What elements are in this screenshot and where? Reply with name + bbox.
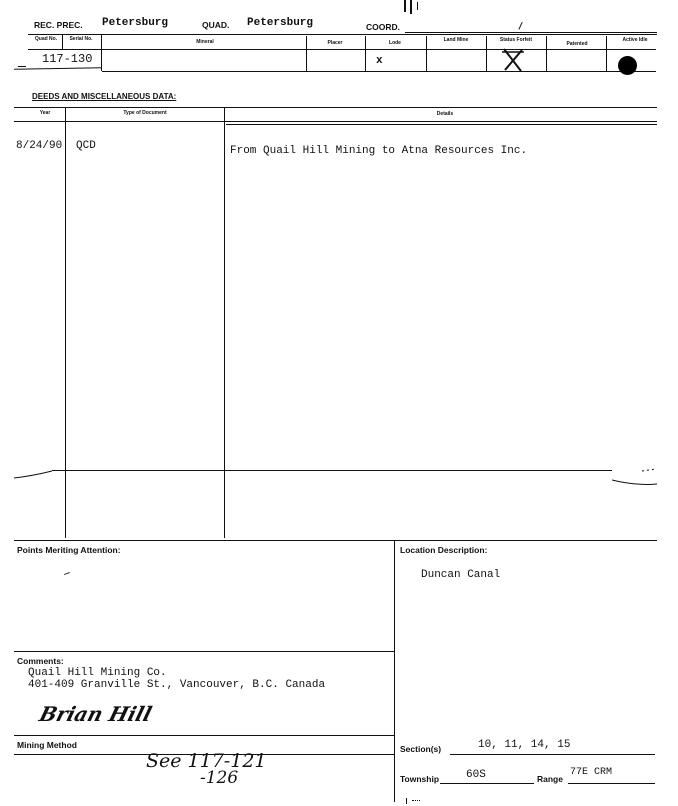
col-active-idle: Active Idle [622,37,648,43]
header-col-div-7 [546,36,547,71]
serial-value: 117-130 [42,52,93,66]
quad-value: Petersburg [247,17,314,29]
deeds-header-bottom-2 [226,124,657,125]
township-underline [440,783,534,784]
header-col-div-5 [426,36,427,71]
mining-method-top-line [14,735,395,736]
comments-line-1: Quail Hill Mining Co. [28,667,167,679]
header-col-div-1 [62,34,63,50]
mining-method-label: Mining Method [17,740,77,750]
range-label: Range [537,774,563,784]
header-table-bottom [102,71,656,72]
deeds-header-top [14,107,657,108]
rec-prec-value: Petersburg [102,17,169,29]
header-table-bottom-left [14,67,102,70]
deeds-crease-curves [12,466,662,496]
bottom-margin-mark [400,798,430,804]
col-lode: Lode [389,40,401,46]
header-col-div-8 [606,36,607,71]
active-idle-dot [618,56,637,75]
section-underline [450,754,655,755]
location-value: Duncan Canal [421,569,501,581]
range-value: 77E CRM [570,767,613,778]
header-col-div-4 [365,36,366,71]
header-stray-line [18,66,26,67]
col-year: Year [39,110,51,116]
rec-prec-label: REC. PREC. [34,20,83,30]
col-details: Details [436,111,454,117]
lode-mark: x [376,55,383,67]
status-x-mark [500,46,526,74]
deed-year: 8/24/90 [16,140,63,152]
range-underline [568,783,655,784]
col-quad-no: Quad No. [34,36,58,42]
coord-underline [405,32,657,33]
deed-details: From Quail Hill Mining to Atna Resources Inc. [230,145,528,157]
comments-label: Comments: [17,656,64,666]
comments-top-line [14,651,395,652]
location-label: Location Description: [400,545,488,555]
comments-line-2: 401-409 Granville St., Vancouver, B.C. Canada [28,679,326,691]
col-status-forfeit: Status Forfeit [499,37,533,43]
col-serial-no: Serial No. [69,36,93,42]
section-value: 10, 11, 14, 15 [478,739,571,751]
header-col-div-2 [101,34,102,71]
top-margin-mark [402,0,422,14]
quad-label: QUAD. [202,20,230,30]
deed-type: QCD [76,140,96,152]
mining-method-note-2: -126 [200,768,239,788]
deeds-header-bottom [14,121,657,122]
coord-label: COORD. [366,22,400,32]
township-value: 60S [466,769,486,781]
signature: Brian Hill [36,702,155,726]
points-label: Points Meriting Attention: [17,545,121,555]
section-label: Section(s) [400,744,442,754]
header-col-div-3 [306,36,307,71]
points-pencil-mark [64,572,70,576]
col-placer: Placer [327,40,343,46]
deeds-section-title: DEEDS AND MISCELLANEOUS DATA: [32,92,177,101]
col-type: Type of Document [123,110,167,116]
bottom-center-divider [394,540,395,802]
col-land-mine: Land Mine [443,37,469,43]
coord-tick-mark [518,22,523,30]
col-mineral: Mineral [196,39,214,45]
header-table-midline [28,49,656,50]
mining-method-note-1: See 117-121 [146,750,267,772]
header-col-div-6 [486,36,487,71]
col-patented: Patented [566,41,588,47]
header-table-top [28,34,657,35]
bottom-section-top [14,540,657,541]
township-label: Township [400,774,440,784]
